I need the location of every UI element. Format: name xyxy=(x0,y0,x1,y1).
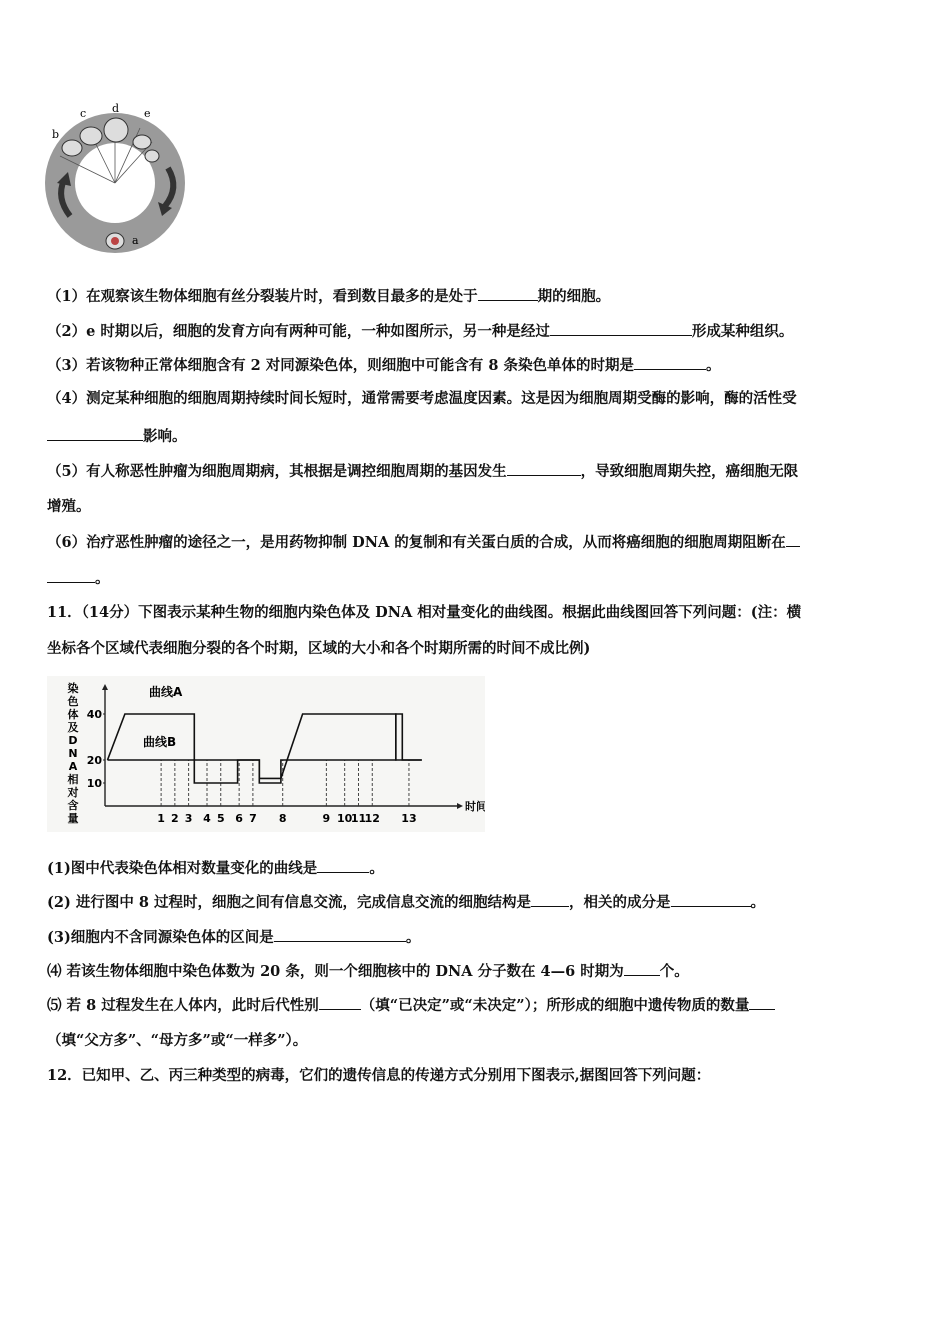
y-axis-label-char: 含 xyxy=(67,799,79,812)
answer-blank[interactable] xyxy=(47,426,143,441)
x-tick-label: 10 xyxy=(337,812,353,825)
q10-item-6: （6）治疗恶性肿瘤的途径之一，是用药物抑制 DNA 的复制和有关蛋白质的合成，从而将癌细胞的细胞周期阻断在 xyxy=(47,532,907,553)
series-label-a: 曲线A xyxy=(149,685,183,699)
q12-stem: 12．已知甲、乙、丙三种类型的病毒，它们的遗传信息的传递方式分别用下图表示,据图回答下列问题： xyxy=(47,1067,711,1084)
label-e: e xyxy=(144,107,151,120)
q11-item-5: ⑸ 若 8 过程发生在人体内，此时后代性别 （填“已决定”或“未决定”）；所形成的细胞中遗传物质的数量 xyxy=(47,995,907,1016)
answer-blank[interactable] xyxy=(634,355,706,370)
x-tick-label: 5 xyxy=(216,812,225,825)
label-d: d xyxy=(112,102,120,115)
y-axis-label-char: A xyxy=(68,760,78,773)
x-tick-label: 3 xyxy=(184,812,193,825)
x-tick-label: 8 xyxy=(278,812,287,825)
y-axis-label-char: 量 xyxy=(67,812,79,825)
chromosome-dna-chart xyxy=(47,676,485,832)
x-axis-label: 时间 xyxy=(465,800,485,813)
answer-blank[interactable] xyxy=(531,892,569,907)
y-axis-label-char: 染 xyxy=(67,682,79,695)
answer-blank[interactable] xyxy=(47,568,95,583)
q10-item-5: （5）有人称恶性肿瘤为细胞周期病，其根据是调控细胞周期的基因发生 ，导致细胞周期失控，癌细胞无限 xyxy=(47,463,799,480)
q11-item-5-cont: （填“父方多”、“母方多”或“一样多”）。 xyxy=(47,1032,308,1049)
q11-item-3: (3)细胞内不含同源染色体的区间是 。 xyxy=(47,929,421,946)
y-tick-label: 40 xyxy=(86,708,102,721)
y-axis-label-char: D xyxy=(68,734,78,747)
answer-blank[interactable] xyxy=(319,995,361,1010)
q11-item-4: ⑷ 若该生物体细胞中染色体数为 20 条，则一个细胞核中的 DNA 分子数在 4—6 时期为 个。 xyxy=(47,963,689,980)
x-tick-label: 4 xyxy=(203,812,211,825)
y-axis-label-char: N xyxy=(68,747,78,760)
x-tick-label: 11 xyxy=(350,812,367,825)
q11-stem: 11．（14分）下图表示某种生物的细胞内染色体及 DNA 相对量变化的曲线图。根据此曲线图回答下列问题：(注：横 xyxy=(47,604,802,621)
y-axis-label-char: 体 xyxy=(67,708,79,721)
q10-item-5-cont: 增殖。 xyxy=(47,498,91,515)
q10-item-4-cont: 影响。 xyxy=(47,426,907,447)
x-tick-label: 1 xyxy=(157,812,165,825)
q10-item-4: （4）测定某种细胞的细胞周期持续时间长短时，通常需要考虑温度因素。这是因为细胞周期受酶的影响，酶的活性受 xyxy=(47,390,797,407)
q11-item-1: (1)图中代表染色体相对数量变化的曲线是 。 xyxy=(47,860,384,877)
x-tick-label: 7 xyxy=(249,812,257,825)
y-axis-label-char: 色 xyxy=(67,695,79,708)
label-b: b xyxy=(52,128,60,141)
q10-item-3: （3）若该物种正常体细胞含有 2 对同源染色体，则细胞中可能含有 8 条染色单体的时期是 。 xyxy=(47,357,721,374)
y-tick-label: 20 xyxy=(86,754,102,767)
q11-stem-cont: 坐标各个区域代表细胞分裂的各个时期，区域的大小和各个时期所需的时间不成比例) xyxy=(47,640,591,657)
x-axis-arrow xyxy=(457,803,463,809)
label-c: c xyxy=(80,107,87,120)
q10-item-1: （1）在观察该生物体细胞有丝分裂装片时，看到数目最多的是处于 期的细胞。 xyxy=(47,288,611,305)
y-axis-label-char: 对 xyxy=(67,786,79,799)
answer-blank[interactable] xyxy=(478,286,538,301)
x-tick-label: 2 xyxy=(171,812,179,825)
x-tick-label: 13 xyxy=(401,812,417,825)
answer-blank[interactable] xyxy=(317,858,369,873)
q10-item-2: （2）e 时期以后，细胞的发育方向有两种可能，一种如图所示，另一种是经过 形成某种组织。 xyxy=(47,323,794,340)
label-a: a xyxy=(132,234,139,247)
answer-blank[interactable] xyxy=(671,892,751,907)
answer-blank[interactable] xyxy=(786,532,800,547)
x-tick-label: 12 xyxy=(364,812,380,825)
q11-item-2: (2) 进行图中 8 过程时，细胞之间有信息交流，完成信息交流的细胞结构是 ，相关的成分是 。 xyxy=(47,894,766,911)
answer-blank[interactable] xyxy=(749,995,775,1010)
answer-blank[interactable] xyxy=(274,927,406,942)
cell-cycle-figure xyxy=(40,98,190,258)
q10-item-6-cont: 。 xyxy=(47,568,907,589)
answer-blank[interactable] xyxy=(507,461,581,476)
y-tick-label: 10 xyxy=(86,777,102,790)
y-axis-arrow xyxy=(102,684,108,690)
series-label-b: 曲线B xyxy=(143,735,177,749)
x-tick-label: 9 xyxy=(322,812,331,825)
answer-blank[interactable] xyxy=(550,321,692,336)
x-tick-label: 6 xyxy=(235,812,243,825)
y-axis-label-char: 相 xyxy=(67,773,79,786)
y-axis-label-char: 及 xyxy=(67,721,79,734)
answer-blank[interactable] xyxy=(624,961,660,976)
